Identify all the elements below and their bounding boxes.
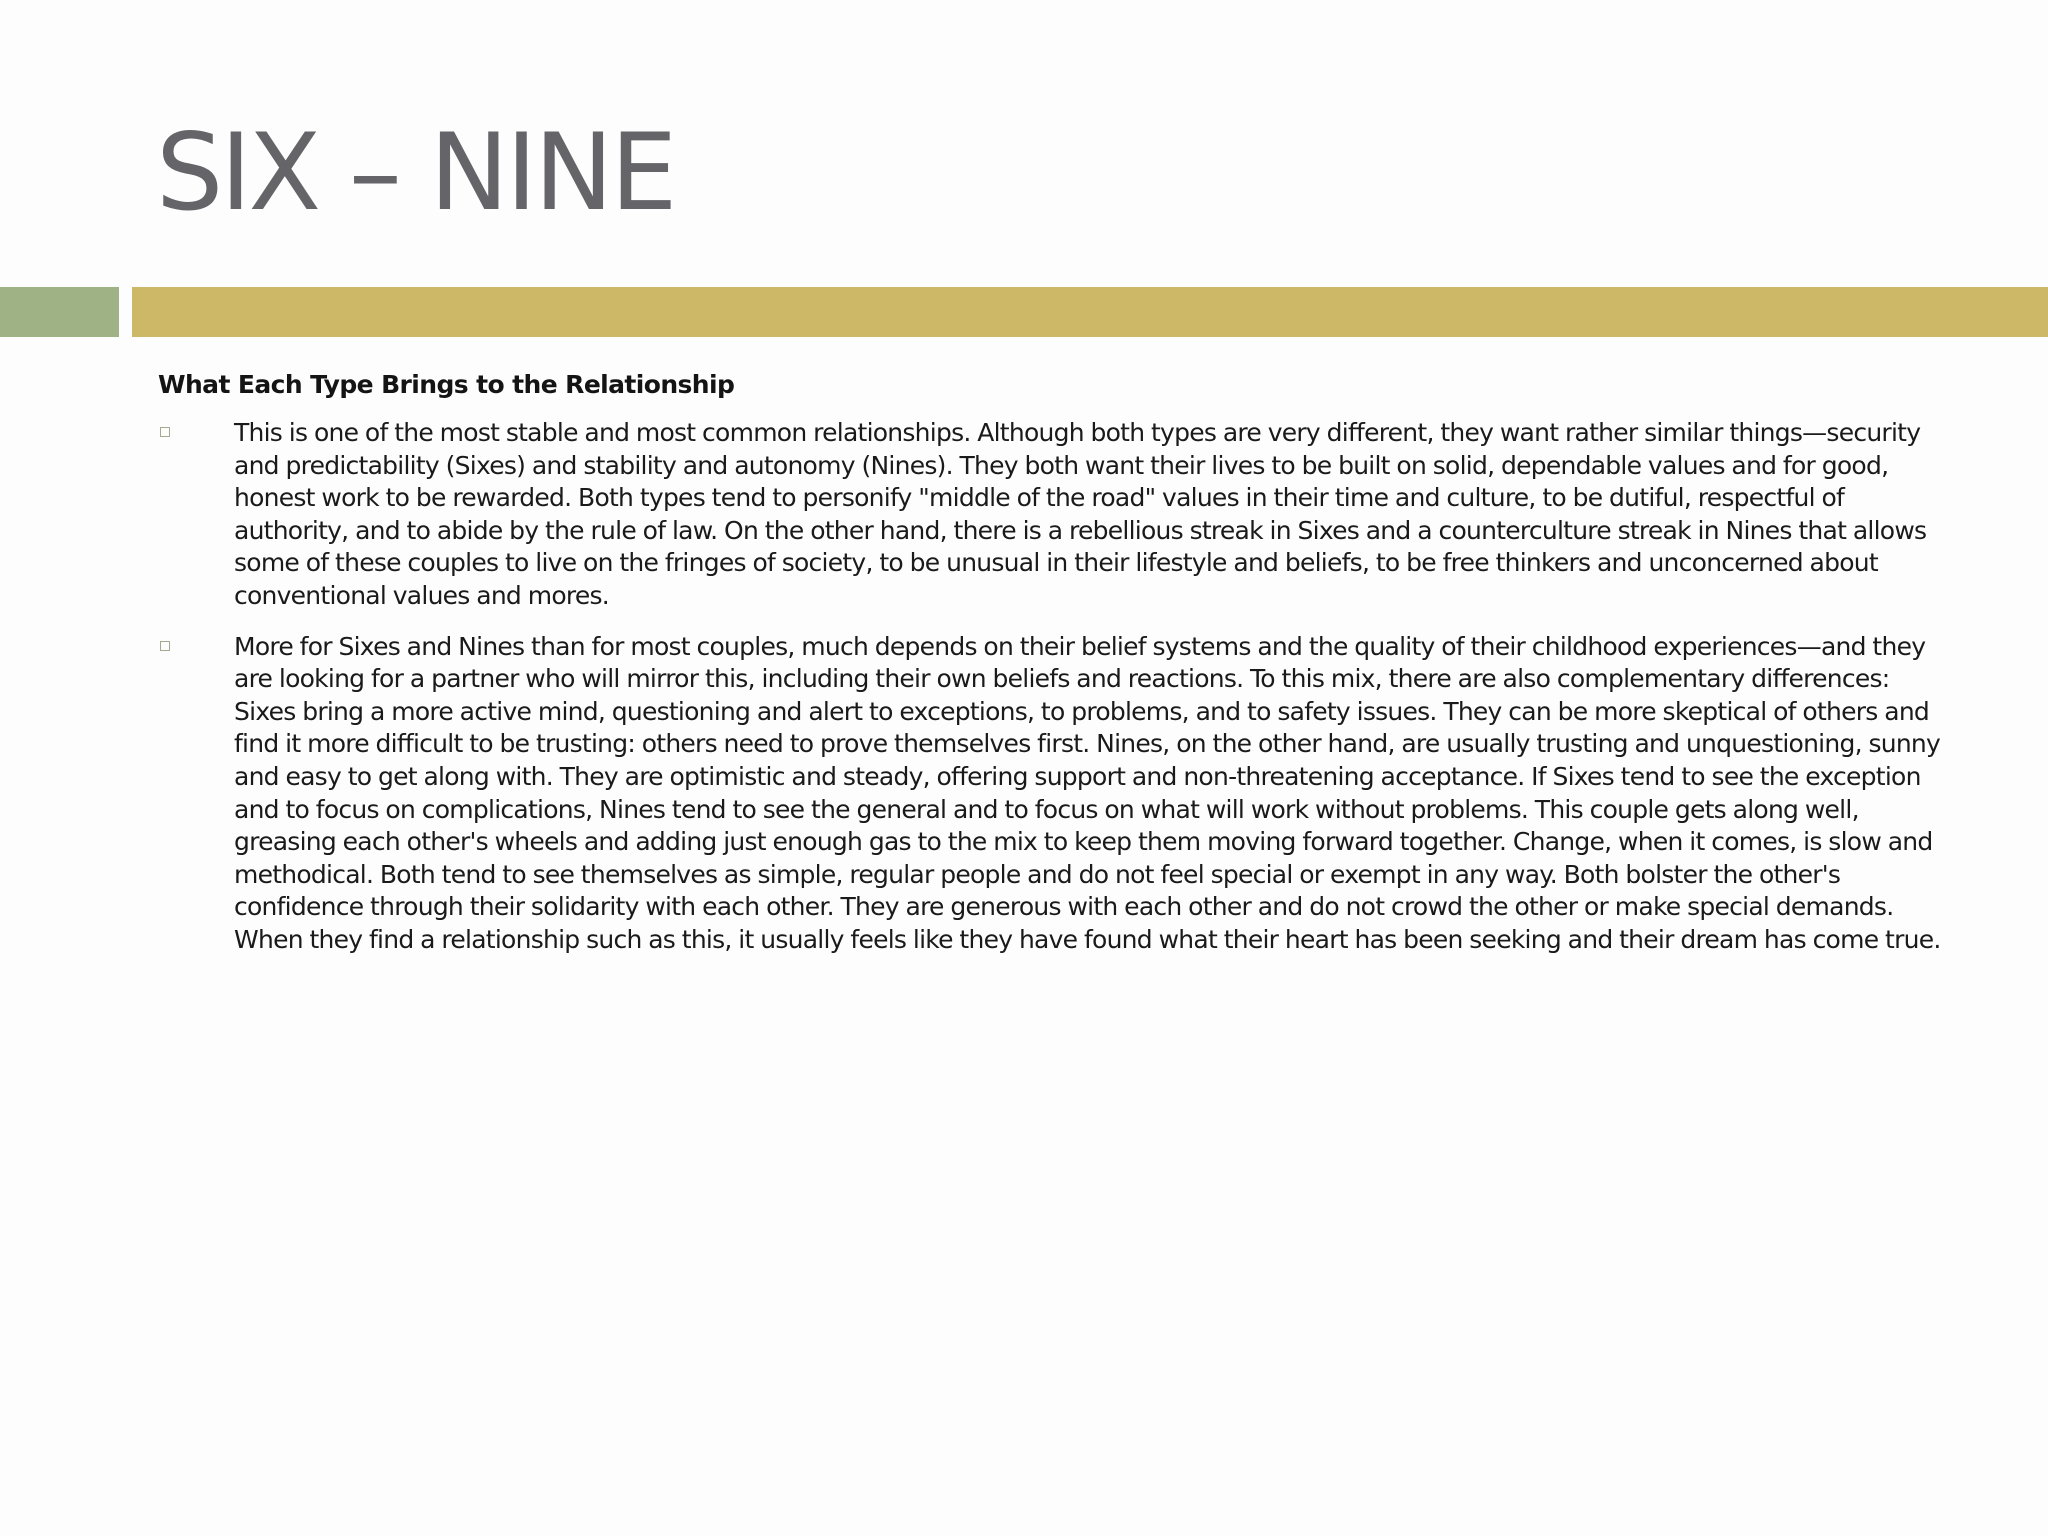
section-subheading: What Each Type Brings to the Relationship: [158, 370, 735, 399]
bullet-text: More for Sixes and Nines than for most couples, much depends on their belief systems and the quality of their childhood experiences—and they are looking for a partner who will mirror this, including their own beliefs and reactions. To this mix, there are also complementary differences: Sixes bring a more active mind, questioning and alert to exceptions, to problems, and to safety issues. They can be more skeptical of others and find it more difficult to be trusting: others need to prove themselves first. Nines, on the other hand, are usually trusting and unquestioning, sunny and easy to get along with. They are optimistic and steady, offering support and non-threatening acceptance. If Sixes tend to see the exception and to focus on complications, Nines tend to see the general and to focus on what will work without problems. This couple gets along well, greasing each other's wheels and adding just enough gas to the mix to keep them moving forward together. Change, when it comes, is slow and methodical. Both tend to see themselves as simple, regular people and do not feel special or exempt in any way. Both bolster the other's confidence through their solidarity with each other. They are generous with each other and do not crowd the other or make special demands. When they find a relationship such as this, it usually feels like they have found what their heart has been seeking and their dream has come true.: [234, 631, 1941, 954]
accent-bar-left: [0, 287, 119, 337]
accent-bar-right: [132, 287, 2048, 337]
slide-content: [158, 366, 1948, 975]
bullet-list: [158, 417, 1948, 957]
square-bullet-icon: [160, 427, 170, 437]
slide-title: SIX – NINE: [156, 111, 675, 234]
square-bullet-icon: [160, 641, 170, 651]
bullet-item: [158, 417, 1948, 613]
bullet-item: [158, 631, 1948, 957]
bullet-text: This is one of the most stable and most common relationships. Although both types are very different, they want rather similar things—security and predictability (Sixes) and stability and autonomy (Nines). They both want their lives to be built on solid, dependable values and for good, honest work to be rewarded. Both types tend to personify "middle of the road" values in their time and culture, to be dutiful, respectful of authority, and to abide by the rule of law. On the other hand, there is a rebellious streak in Sixes and a counterculture streak in Nines that allows some of these couples to live on the fringes of society, to be unusual in their lifestyle and beliefs, to be free thinkers and unconcerned about conventional values and mores.: [234, 418, 1927, 610]
